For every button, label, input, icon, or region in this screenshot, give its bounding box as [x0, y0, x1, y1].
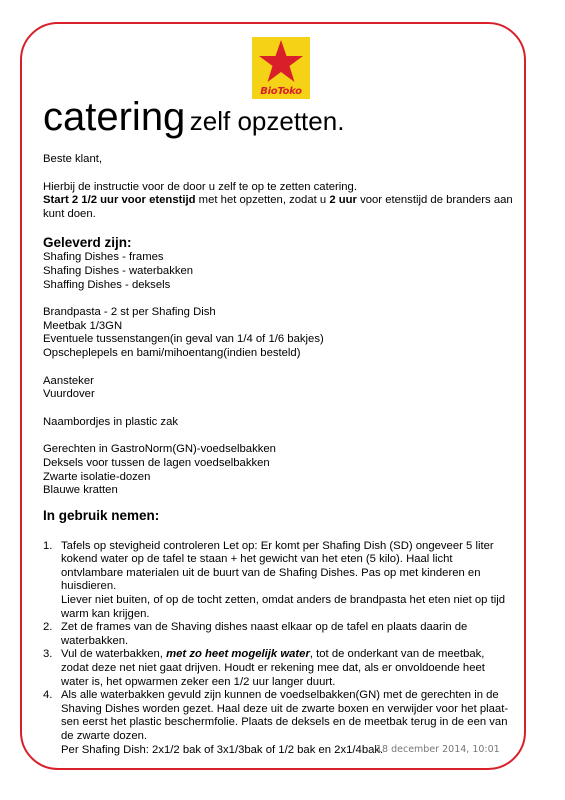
document-body [43, 153, 523, 757]
intro-line: Hierbij de instructie voor de door u zelf te op te zetten catering. [43, 180, 357, 193]
biotoko-logo [252, 37, 310, 99]
print-date: 18 december 2014, 10:01 [376, 744, 500, 755]
list-item: Zwarte isolatie-dozen [43, 470, 151, 483]
list-item: Aansteker [43, 374, 94, 387]
intro-timing: Start 2 1/2 uur voor etenstijd met het opzetten, zodat u 2 uur voor etenstijd de branders aan kunt doen. [43, 194, 513, 220]
star-icon [252, 37, 310, 87]
list-item: Blauwe kratten [43, 484, 118, 497]
instruction-step-1: 1. Tafels op stevigheid controleren Let op: Er komt per Shafing Dish (SD) ongeveer 5 liter kokend water op de tafel te staan + het gewicht van het eten (5 kilo). Haal licht ontvlambare materialen uit de buurt van de Shafing Dishes. Pas op met kinderen en huisdieren. Liever niet buiten, of op de tocht zetten, omdat anders de brandpasta het eten niet op tijd warm kan krijgen. [43, 539, 506, 620]
list-item: Shafing Dishes - frames [43, 251, 164, 264]
title-sub: zelf opzetten. [189, 106, 345, 136]
instruction-step-2: 2. Zet de frames van de Shaving dishes naast elkaar op de tafel en plaats daarin de waterbakken. [43, 621, 468, 647]
emphasis-text: met zo heet mogelijk water [166, 648, 310, 661]
list-item: Shafing Dishes - waterbakken [43, 264, 194, 277]
instruction-step-3: 3. Vul de waterbakken, met zo heet mogelijk water, tot de onderkant van de meetbak, zodat deze net niet gaat drijven. Houdt er rekening mee dat, als er onvoldoende heet water is, het opwarmen zeker een 1/2 uur langer duurt. [43, 648, 485, 688]
hours-bold: 2 uur [329, 194, 357, 207]
page-title [43, 97, 344, 137]
delivered-heading: Geleverd zijn: [43, 235, 132, 251]
list-item: Opscheplepels en bami/mihoentang(indien besteld) [43, 346, 301, 359]
list-item: Deksels voor tussen de lagen voedselbakken [43, 456, 270, 469]
list-item: Shaffing Dishes - deksels [43, 278, 171, 291]
logo-text: BioToko [260, 86, 302, 97]
list-item: Meetbak 1/3GN [43, 319, 123, 332]
instruction-list [43, 540, 523, 758]
title-main: catering [43, 95, 186, 139]
list-item: Eventuele tussenstangen(in geval van 1/4 of 1/6 bakjes) [43, 333, 324, 346]
list-item: Vuurdover [43, 388, 95, 401]
instruction-step-4: 4. Als alle waterbakken gevuld zijn kunnen de voedselbakken(GN) met de gerechten in de Shaving Dishes worden gezet. Haal deze uit de zwarte boxen en verwijder voor het plaatsen eerst het plastic beschermfolie. Plaats de deksels en de meetbak terug in de een van de zwarte dozen. Per Shafing Dish: 2x1/2 bak of 3x1/3bak of 1/2 bak en 2x1/4bak. [43, 689, 509, 756]
greeting: Beste klant, [43, 153, 103, 165]
start-time-bold: Start 2 1/2 uur voor etenstijd [43, 194, 196, 207]
usage-heading: In gebruik nemen: [43, 507, 160, 523]
list-item: Naambordjes in plastic zak [43, 415, 178, 428]
list-item: Brandpasta - 2 st per Shafing Dish [43, 306, 216, 319]
list-item: Gerechten in GastroNorm(GN)-voedselbakken [43, 443, 276, 456]
